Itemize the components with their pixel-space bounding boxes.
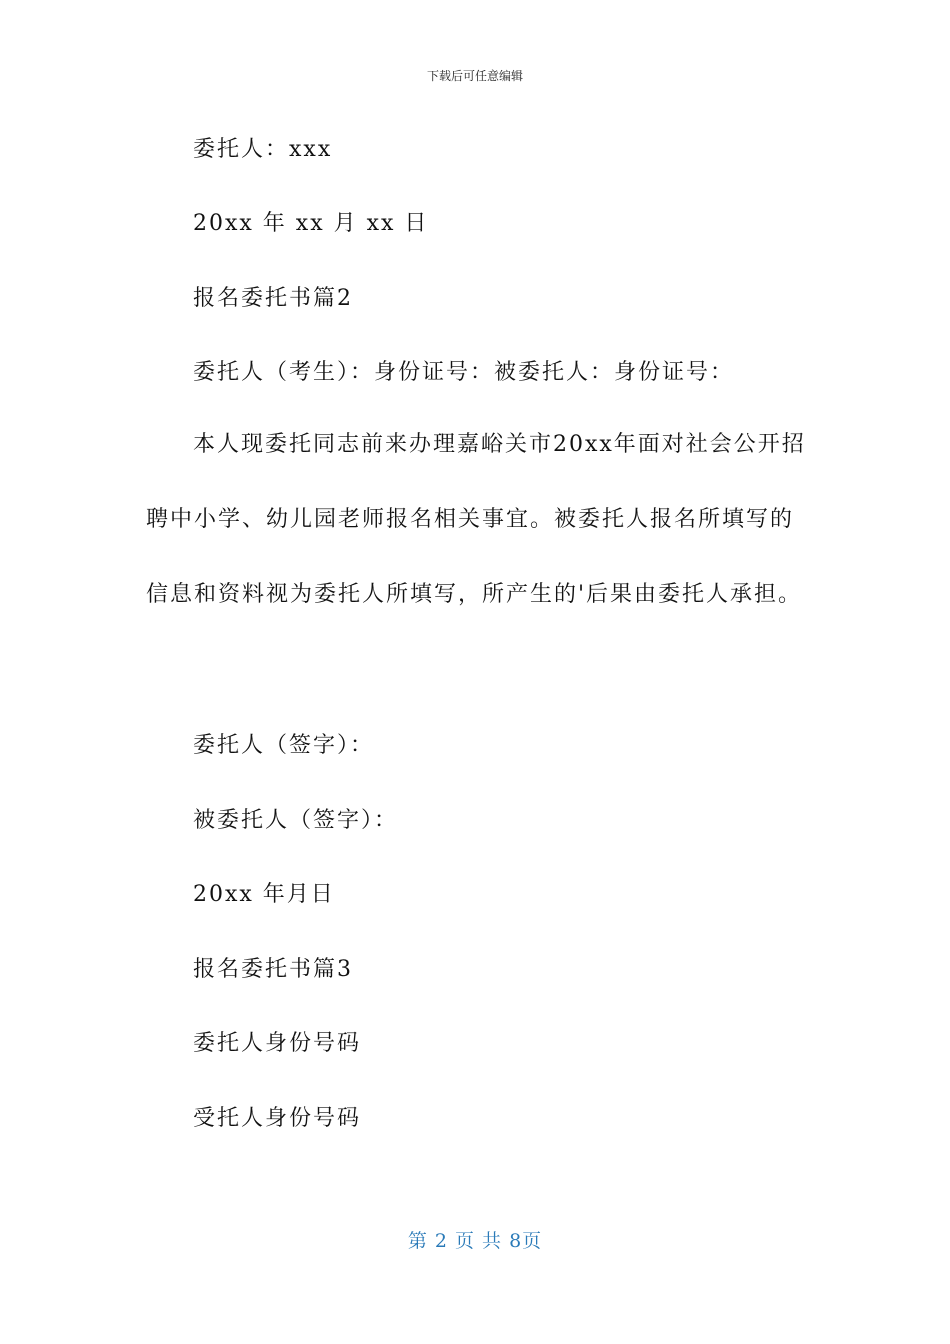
body-paragraph	[146, 407, 816, 632]
paragraph-text: 本人现委托同志前来办理嘉峪关市20xx年面对社会公开招聘中小学、幼儿园老师报名相关事宜。被委托人报名所填写的信息和资料视为委托人所填写，所产生的'后果由委托人承担。	[146, 432, 806, 607]
principal-id-line: 委托人身份号码	[193, 1031, 362, 1056]
date-line: 20xx 年 xx 月 xx 日	[193, 211, 429, 236]
principal-signature-line: 委托人（签字）：	[193, 733, 375, 758]
header-note: 下载后可任意编辑	[426, 69, 523, 83]
id-fields-line: 委托人（考生）：身份证号：被委托人：身份证号：	[193, 360, 735, 385]
principal-line: 委托人：xxx	[193, 137, 333, 162]
section-title-3: 报名委托书篇3	[193, 957, 353, 982]
page-number: 第 2 页 共 8页	[407, 1230, 543, 1252]
agent-id-line: 受托人身份号码	[193, 1106, 362, 1131]
section-title-2: 报名委托书篇2	[193, 286, 353, 311]
agent-signature-line: 被委托人（签字）：	[193, 808, 399, 833]
signature-date-line: 20xx 年月日	[193, 882, 335, 907]
